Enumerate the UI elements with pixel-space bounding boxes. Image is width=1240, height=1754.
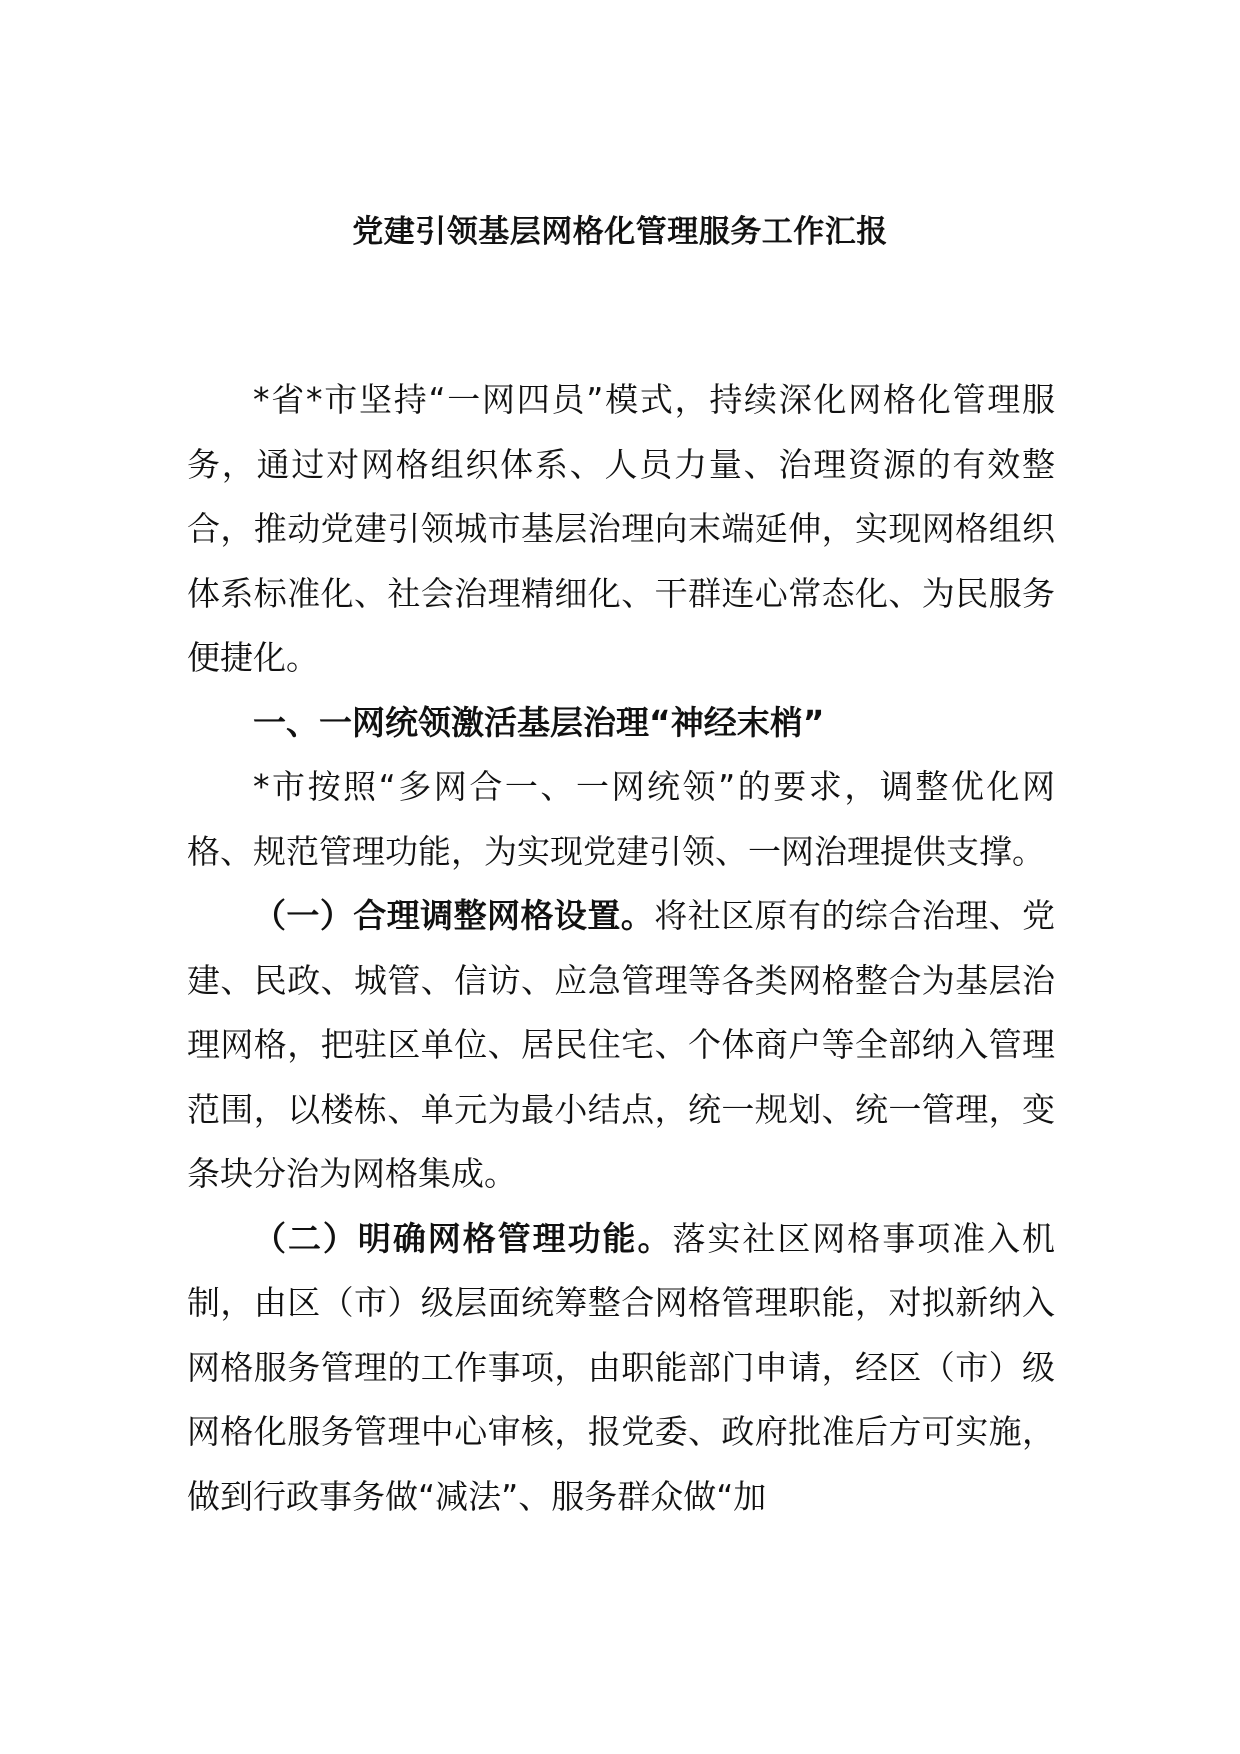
item-paragraph-1 xyxy=(187,884,1055,1207)
item-lead-2: （二）明确网格管理功能。 xyxy=(253,1218,673,1258)
section-intro-paragraph: *市按照“多网合一、一网统领”的要求，调整优化网格、规范管理功能，为实现党建引领、一网治理提供支撑。 xyxy=(187,767,1055,871)
document-title: 党建引领基层网格化管理服务工作汇报 xyxy=(352,214,888,250)
document-body xyxy=(187,368,1055,1529)
item-lead-1: （一）合理调整网格设置。 xyxy=(253,896,655,935)
section-heading: 一、一网统领激活基层治理“神经末梢” xyxy=(253,702,825,742)
intro-paragraph: *省*市坚持“一网四员”模式，持续深化网格化管理服务，通过对网格组织体系、人员力量、治理资源的有效整合，推动党建引领城市基层治理向末端延伸，实现网格组织体系标准化、社会治理精细化、干群连心常态化、为民服务便捷化。 xyxy=(187,380,1055,677)
item-paragraph-2 xyxy=(187,1207,1055,1530)
item-text-2: 落实社区网格事项准入机制，由区（市）级层面统筹整合网格管理职能，对拟新纳入网格服务管理的工作事项，由职能部门申请，经区（市）级网格化服务管理中心审核，报党委、政府批准后方可实施，做到行政事务做“减法”、服务群众做“加 xyxy=(187,1218,1056,1516)
item-text-1: 将社区原有的综合治理、党建、民政、城管、信访、应急管理等各类网格整合为基层治理网格，把驻区单位、居民住宅、个体商户等全部纳入管理范围，以楼栋、单元为最小结点，统一规划、统一管理，变条块分治为网格集成。 xyxy=(187,896,1056,1193)
